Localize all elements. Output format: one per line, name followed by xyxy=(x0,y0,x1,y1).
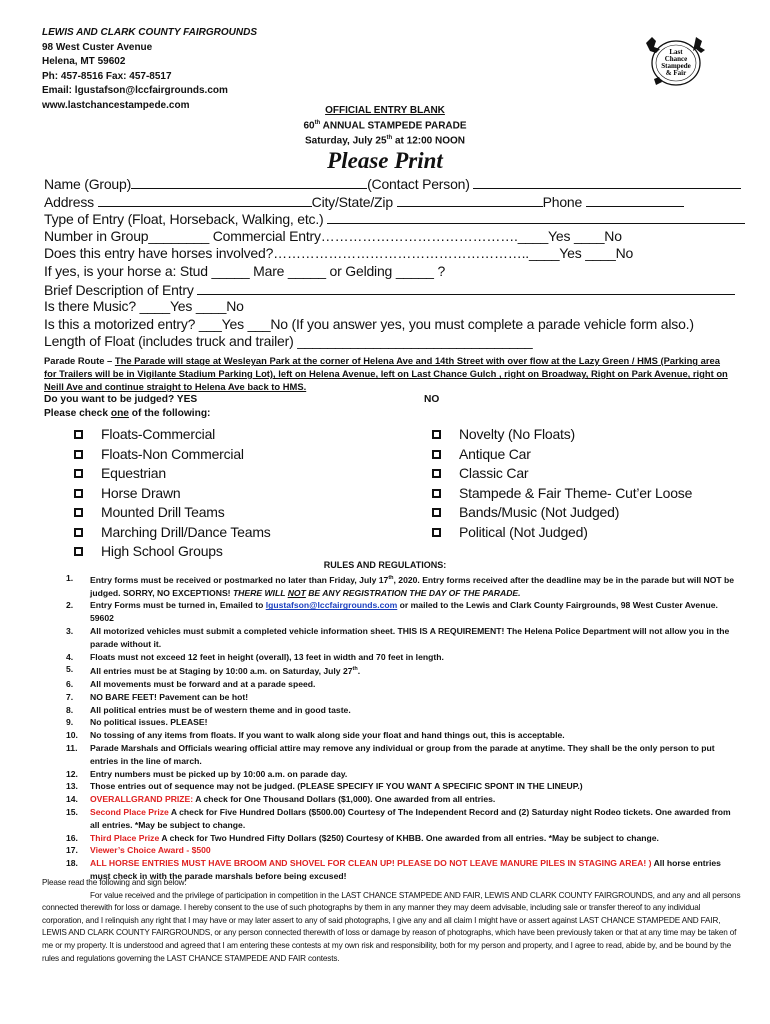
category-label: Stampede & Fair Theme- Cut’er Loose xyxy=(459,484,693,501)
organization-header xyxy=(42,26,257,113)
org-city: Helena, MT 59602 xyxy=(42,56,126,67)
city-field[interactable] xyxy=(397,193,543,207)
description-field[interactable] xyxy=(197,281,735,295)
rule-item: 14. OVERALLGRAND PRIZE: A check for One Thousand Dollars ($1,000). One awarded from all entries. xyxy=(66,794,496,805)
category-label: Political (Not Judged) xyxy=(459,523,588,540)
logo-line1: Last xyxy=(669,48,683,56)
route-text: The Parade will stage at Wesleyan Park at the corner of Helena Ave and 14th Street with over flow at the Lazy Green / HMS (Parking area for Trailers will be in Vigilante Stadium Parking Lot), left on Helena Avenue, left on Last Chance Gulch , right on Broadway, Right on Park Avenue, right on Neill Ave and continue straight to Helena Ave back to HMS. xyxy=(44,355,728,392)
photo-release xyxy=(42,877,742,965)
checkbox-icon[interactable] xyxy=(432,528,441,537)
entry-form xyxy=(44,175,734,351)
logo-line3: Stampede xyxy=(661,62,691,70)
category-option[interactable] xyxy=(432,445,692,465)
category-option[interactable] xyxy=(74,445,271,465)
category-option[interactable] xyxy=(74,542,271,562)
rule-item: 17. Viewer’s Choice Award - $500 xyxy=(66,845,211,856)
judged-no[interactable]: NO xyxy=(424,394,440,405)
address-label: Address xyxy=(44,193,94,210)
horses-row[interactable]: Does this entry have horses involved?………………………………………………..____Yes ____No xyxy=(44,245,634,262)
rule-item: 3. All motorized vehicles must submit a completed vehicle information sheet. THIS IS A REQUIREMENT! The Helena Police Department will not allow you in the parade without it. xyxy=(66,626,730,649)
description-label: Brief Description of Entry xyxy=(44,281,194,298)
phone-label: Phone xyxy=(542,193,583,210)
rules-list xyxy=(42,572,742,883)
category-option[interactable] xyxy=(432,484,692,504)
release-intro: Please read the following and sign below: xyxy=(42,878,187,887)
rule-item: 15. Second Place Prize A check for Five Hundred Dollars ($500.00) Courtesy of The Independent Record and (2) Saturday night Rodeo tickets. One awarded from all entries. *May be subject to change. xyxy=(66,807,731,830)
description-row xyxy=(44,281,734,299)
parade-title: 60th ANNUAL STAMPEDE PARADE xyxy=(303,120,467,132)
contact-person-label: (Contact Person) xyxy=(367,176,470,192)
org-address: 98 West Custer Avenue xyxy=(42,41,153,53)
rule-item: 9. No political issues. PLEASE! xyxy=(66,717,208,728)
rule-item: 10. No tossing of any items from floats. If you want to walk along side your float and hand things out, this is acceptable. xyxy=(66,730,565,741)
name-group-label: Name (Group) xyxy=(44,176,132,192)
horse-kind-row[interactable]: If yes, is your horse a: Stud _____ Mare _____ or Gelding _____ ? xyxy=(44,262,446,279)
parade-route: Parade Route – The Parade will stage at Wesleyan Park at the corner of Helena Ave and 14th Street with over flow at the Lazy Green / HMS (Parking area for Trailers will be in Vigilante Stadium Parking Lot), left on Helena Avenue, left on Last Chance Gulch , right on Broadway, Right on Park Avenue, right on Neill Ave and continue straight to Helena Ave back to HMS. xyxy=(44,355,728,392)
name-group-field[interactable] xyxy=(131,175,367,189)
rule-item: 12. Entry numbers must be picked up by 10:00 a.m. on parade day. xyxy=(66,768,348,779)
checkbox-icon[interactable] xyxy=(432,430,441,439)
checkbox-icon[interactable] xyxy=(74,450,83,459)
logo-line4: & Fair xyxy=(665,69,687,77)
rule-item: 8. All political entries must be of western theme and in good taste. xyxy=(66,704,351,715)
route-label: Parade Route xyxy=(44,355,105,366)
category-label: Equestrian xyxy=(101,465,166,481)
please-print-heading: Please Print xyxy=(327,148,443,173)
name-row xyxy=(44,175,734,193)
logo-line2: Chance xyxy=(664,55,688,63)
judged-question[interactable]: Do you want to be judged? YES xyxy=(44,394,198,405)
phone-field[interactable] xyxy=(586,193,684,207)
stampede-logo xyxy=(640,33,710,91)
number-row[interactable]: Number in Group________ Commercial Entry…………………………………….____Yes ____No xyxy=(44,227,622,244)
rule-item: 6. All movements must be forward and at a parade speed. xyxy=(66,679,316,690)
checkbox-icon[interactable] xyxy=(74,489,83,498)
category-option[interactable] xyxy=(74,464,271,484)
category-option[interactable] xyxy=(432,503,692,523)
rule-item: 16. Third Place Prize A check for Two Hundred Fifty Dollars ($250) Courtesy of KHBB. One awarded from all entries. *May be subject to change. xyxy=(66,832,659,843)
official-entry-title: OFFICIAL ENTRY BLANK xyxy=(325,105,445,116)
org-email: Email: lgustafson@lccfairgrounds.com xyxy=(42,85,228,96)
org-website: www.lastchancestampede.com xyxy=(42,99,190,111)
rule-item: 4. Floats must not exceed 12 feet in height (overall), 13 feet in width and 70 feet in length. xyxy=(66,651,444,662)
motorized-row[interactable]: Is this a motorized entry? ___Yes ___No (If you answer yes, you must complete a parade vehicle form also.) xyxy=(44,315,694,332)
checkbox-icon[interactable] xyxy=(74,547,83,556)
rule-item: 13. Those entries out of sequence may not be judged. (PLEASE SPECIFY IF YOU WANT A SPECIFIC SPONT IN THE LINEUP.) xyxy=(66,781,583,792)
category-label: Bands/Music (Not Judged) xyxy=(459,504,620,520)
checkbox-icon[interactable] xyxy=(432,469,441,478)
categories-left xyxy=(74,425,271,562)
category-option[interactable] xyxy=(74,503,271,523)
category-label: High School Groups xyxy=(101,543,223,559)
checkbox-icon[interactable] xyxy=(432,489,441,498)
float-length-row[interactable]: Length of Float (includes truck and trailer) _______________________________ xyxy=(44,333,533,350)
org-name: LEWIS AND CLARK COUNTY FAIRGROUNDS xyxy=(42,27,257,38)
rules-title: RULES AND REGULATIONS: xyxy=(323,560,447,570)
org-phone: Ph: 457-8516 Fax: 457-8517 xyxy=(42,70,172,82)
rule-item: 18. ALL HORSE ENTRIES MUST HAVE BROOM AND SHOVEL FOR CLEAN UP! PLEASE DO NOT LEAVE MANURE PILES IN STAGING AREA! ) All horse entries must check in with the parade marshals before being excused! xyxy=(66,858,721,882)
category-label: Floats-Commercial xyxy=(101,426,216,442)
rule-item: 2. Entry Forms must be turned in, Emailed to lgustafson@lccfairgrounds.com or mailed to the Lewis and Clark County Fairgrounds, 98 West Custer Avenue. 59602 xyxy=(66,600,718,624)
category-option[interactable] xyxy=(432,523,692,543)
email-link[interactable]: lgustafson@lccfairgrounds.com xyxy=(265,600,398,611)
address-row xyxy=(44,193,734,211)
music-row[interactable]: Is there Music? ____Yes ____No xyxy=(44,298,244,315)
entry-type-row xyxy=(44,210,734,228)
checkbox-icon[interactable] xyxy=(432,450,441,459)
judging-section xyxy=(44,393,734,421)
checkbox-icon[interactable] xyxy=(74,508,83,517)
category-label: Mounted Drill Teams xyxy=(101,504,225,520)
entry-type-label: Type of Entry (Float, Horseback, Walking, etc.) xyxy=(44,211,324,228)
rule-item: 5. All entries must be at Staging by 10:00 a.m. on Saturday, July 27th. xyxy=(66,664,361,677)
rule-item: 11. Parade Marshals and Officials wearing official attire may remove any individual or group from the parade at anytime. They shall be the only person to put entries in the line of march. xyxy=(66,743,715,766)
category-option[interactable] xyxy=(74,425,271,445)
release-body: For value received and the privilege of participation in competition in the LAST CHANCE STAMPEDE AND FAIR, LEWIS AND CLARK COUNTY FAIRGROUNDS, and any and all persons connected therewith for loss or damage. I hereby consent to the use of such photographs by them in any manner they may deem advisable, including sale or transfer thereof to any individual corporation, and I relinquish any right that I may have or may later assert to any of said photographs, I give any and all claim I might have or assert against LAST CHANCE STAMPEDE AND FAIR, LEWIS AND CLARK COUNTY FAIRGROUNDS, or any person connected therewith of loss or damage by reason of photographs, which have been previously taken or that at any time may be taken of me or my property. It is understood and agreed that I am entering these contests at my own risk and responsibility, both for my person and property, and I agree to read, abide by, and be bound by the rules and regulations governing the LAST CHANCE STAMPEDE AND FAIR contests. xyxy=(42,890,741,963)
address-field[interactable] xyxy=(98,193,312,207)
category-option[interactable] xyxy=(74,484,271,504)
category-option[interactable] xyxy=(432,425,692,445)
check-instruction: Please check one of the following: xyxy=(44,408,211,419)
entry-type-field[interactable] xyxy=(327,210,745,224)
category-option[interactable] xyxy=(74,523,271,543)
title-block xyxy=(0,104,770,148)
contact-person-field[interactable] xyxy=(473,175,741,189)
category-label: Floats-Non Commercial xyxy=(101,445,244,462)
checkbox-icon[interactable] xyxy=(74,469,83,478)
category-label: Novelty (No Floats) xyxy=(459,426,576,442)
category-label: Classic Car xyxy=(459,465,529,481)
category-label: Horse Drawn xyxy=(101,484,181,501)
rule-item: 1. Entry forms must be received or postmarked no later than Friday, July 17th, 2020. Entry forms received after the deadline may be in the parade but will NOT be judged. SORRY, NO EXCEPTIONS! THERE WILL NOT BE ANY REGISTRATION THE DAY OF THE PARADE. xyxy=(66,573,735,598)
parade-date: Saturday, July 25th at 12:00 NOON xyxy=(304,135,465,147)
categories-right xyxy=(432,425,692,542)
category-option[interactable] xyxy=(432,464,692,484)
checkbox-icon[interactable] xyxy=(74,430,83,439)
category-label: Antique Car xyxy=(459,445,531,462)
checkbox-icon[interactable] xyxy=(74,528,83,537)
category-label: Marching Drill/Dance Teams xyxy=(101,523,271,540)
rule-item: 7. NO BARE FEET! Pavement can be hot! xyxy=(66,691,249,702)
checkbox-icon[interactable] xyxy=(432,508,441,517)
city-label: City/State/Zip xyxy=(311,193,393,210)
